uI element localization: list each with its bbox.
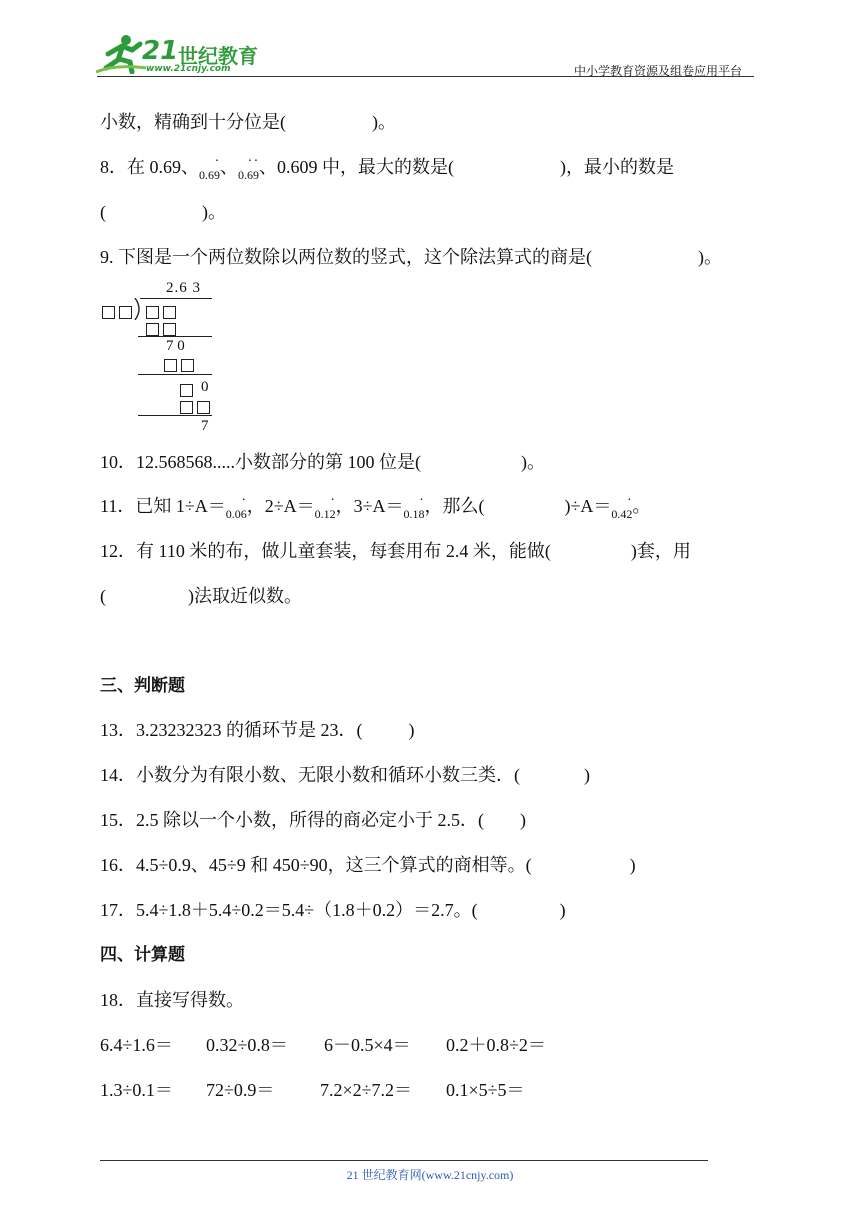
logo-text: 世纪教育 xyxy=(178,44,258,68)
section-4-title: 四、计算题 xyxy=(100,945,185,965)
header-logo xyxy=(96,34,266,76)
remainder: 7 xyxy=(201,418,209,434)
question-16: 16．4.5÷0.9、45÷9 和 450÷90，这三个算式的商相等。( ) xyxy=(100,855,636,875)
question-10: 10．12.568568.....小数部分的第 100 位是( )。 xyxy=(100,452,545,472)
question-8: 8．在 0.69、0.6· 9、0.· 6· 9、0.609 中，最大的数是( )，最小的数是 xyxy=(100,155,674,181)
section-3-title: 三、判断题 xyxy=(100,676,185,696)
question-12: 12．有 110 米的布，做儿童套装，每套用布 2.4 米，能做( )套，用 xyxy=(100,541,691,561)
quotient: 2.6 3 xyxy=(166,280,201,296)
question-12-cont: ( )法取近似数。 xyxy=(100,586,302,606)
recurring-decimal-2: 0.· 6· 9 xyxy=(238,163,259,187)
question-18-title: 18．直接写得数。 xyxy=(100,990,244,1010)
question-13: 13．3.23232323 的循环节是 23．( ) xyxy=(100,720,415,740)
runner-logo-icon xyxy=(96,34,148,74)
long-division xyxy=(100,280,220,440)
recurring-decimal-1: 0.6· 9 xyxy=(199,163,220,187)
footer-divider xyxy=(100,1160,708,1161)
question-8-cont: ( )。 xyxy=(100,202,226,222)
question-15: 15．2.5 除以一个小数，所得的商必定小于 2.5．( ) xyxy=(100,810,526,830)
question-11: 11．已知 1÷A＝0.0· 6，2÷A＝0.1· 2，3÷A＝0.1· 8，那么( )÷A＝0.4· 2。 xyxy=(100,494,650,520)
recurring-value-4: 0.4· 2 xyxy=(611,502,632,526)
header-divider xyxy=(97,76,754,77)
question-14: 14．小数分为有限小数、无限小数和循环小数三类．( ) xyxy=(100,765,590,785)
question-9: 9. 下图是一个两位数除以两位数的竖式，这个除法算式的商是( )。 xyxy=(100,247,722,267)
recurring-value-1: 0.0· 6 xyxy=(226,502,247,526)
recurring-value-2: 0.1· 2 xyxy=(315,502,336,526)
recurring-value-3: 0.1· 8 xyxy=(404,502,425,526)
logo-url: www.21cnjy.com xyxy=(146,64,231,74)
partial-70: 7 0 xyxy=(166,338,185,354)
logo-number: 21 xyxy=(142,36,179,66)
q7-tail: 小数，精确到十分位是( )。 xyxy=(100,112,396,132)
footer-text: 21 世纪教育网(www.21cnjy.com) xyxy=(346,1168,514,1182)
partial-zero: 0 xyxy=(201,379,209,395)
question-17: 17．5.4÷1.8＋5.4÷0.2＝5.4÷（1.8＋0.2）＝2.7。( ) xyxy=(100,900,566,920)
platform-name: 中小学教育资源及组卷应用平台 xyxy=(574,64,743,78)
